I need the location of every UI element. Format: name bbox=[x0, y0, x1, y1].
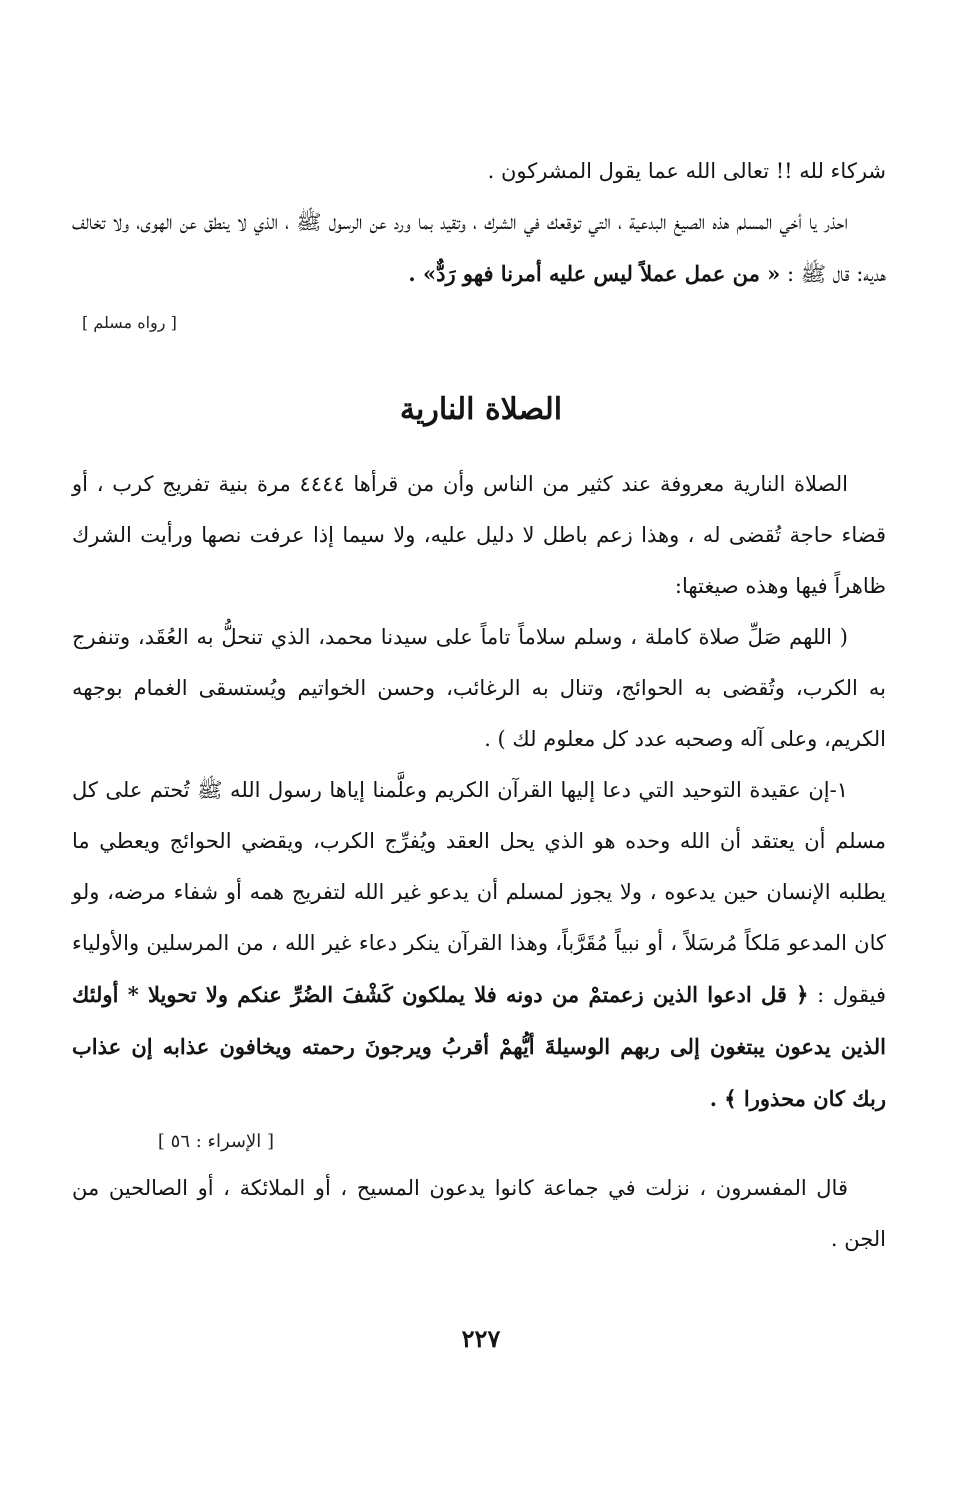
intro-line bbox=[72, 146, 886, 197]
paragraph-intro: الصلاة النارية معروفة عند كثير من الناس وأن من قرأها ٤٤٤٤ مرة بنية تفريج كرب ، أو قضاء حاجة تُقضى له ، وهذا زعم باطل لا دليل عليه، ولا سيما إذا عرفت نصها ورأيت الشرك ظاهراً فيها وهذه صيغتها: bbox=[72, 472, 886, 598]
paragraph-commentary: قال المفسرون ، نزلت في جماعة كانوا يدعون المسيح ، أو الملائكة ، أو الصالحين من الجن . bbox=[72, 1176, 886, 1251]
paragraph-formula: ( اللهم صَلِّ صلاة كاملة ، وسلم سلاماً تاماً على سيدنا محمد، الذي تنحلُّ به العُقَد، وتنفرج به الكرب، وتُقضى به الحوائج، وتنال به الرغائب، وحسن الخواتيم ويُستسقى الغمام بوجهه الكريم، وعلى آله وصحبه عدد كل معلوم لك ) . bbox=[72, 625, 886, 751]
warning-text: احذر يا أخي المسلم هذه الصيغ البدعية ، التي توقعك في الشرك ، وتقيد بما ورد عن الرسول ﷺ ، الذي لا ينطق عن الهوى، ولا تخالف هديه: قال ﷺ : bbox=[72, 210, 886, 286]
paragraph-tawhid bbox=[72, 765, 886, 1125]
hadith-source: [ رواه مسلم ] bbox=[82, 313, 177, 332]
section-heading: الصلاة النارية bbox=[399, 392, 563, 427]
tawhid-text: ١-إن عقيدة التوحيد التي دعا إليها القرآن الكريم وعلَّمنا إياها رسول الله ﷺ تُحتم على كل مسلم أن يعتقد أن الله وحده هو الذي يحل العقد ويُفرِّج الكرب، ويقضي الحوائج ويعطي ما يطلبه الإنسان حين يدعوه ، ولا يجوز لمسلم أن يدعو غير الله لتفريج همه أو شفاء مرضه، ولو كان المدعو مَلكاً مُرسَلاً ، أو نبياً مُقَرَّباً، وهذا القرآن ينكر دعاء غير الله ، من المرسلين والأولياء فيقول : bbox=[72, 778, 887, 1007]
quran-verse: ﴿ قل ادعوا الذين زعمتمْ من دونه فلا يملكون كَشْفَ الضُرِّ عنكم ولا تحويلا * أولئك الذين يدعون يبتغون إلى ربهم الوسيلةَ أيُّهمْ أقربُ ويرجونَ رحمته ويخافون عذابه إن عذاب ربك كان محذورا ﴾ . bbox=[72, 982, 886, 1111]
hadith-quote: « من عمل عملاً ليس عليه أمرنا فهو رَدٌّ» . bbox=[408, 261, 781, 286]
quran-source: [ الإسراء : ٥٦ ] bbox=[157, 1131, 274, 1152]
page-number: ٢٢٧ bbox=[461, 1324, 501, 1353]
intro-line-text: شركاء لله !! تعالى الله عما يقول المشركون . bbox=[487, 159, 886, 183]
warning-paragraph bbox=[72, 197, 886, 300]
